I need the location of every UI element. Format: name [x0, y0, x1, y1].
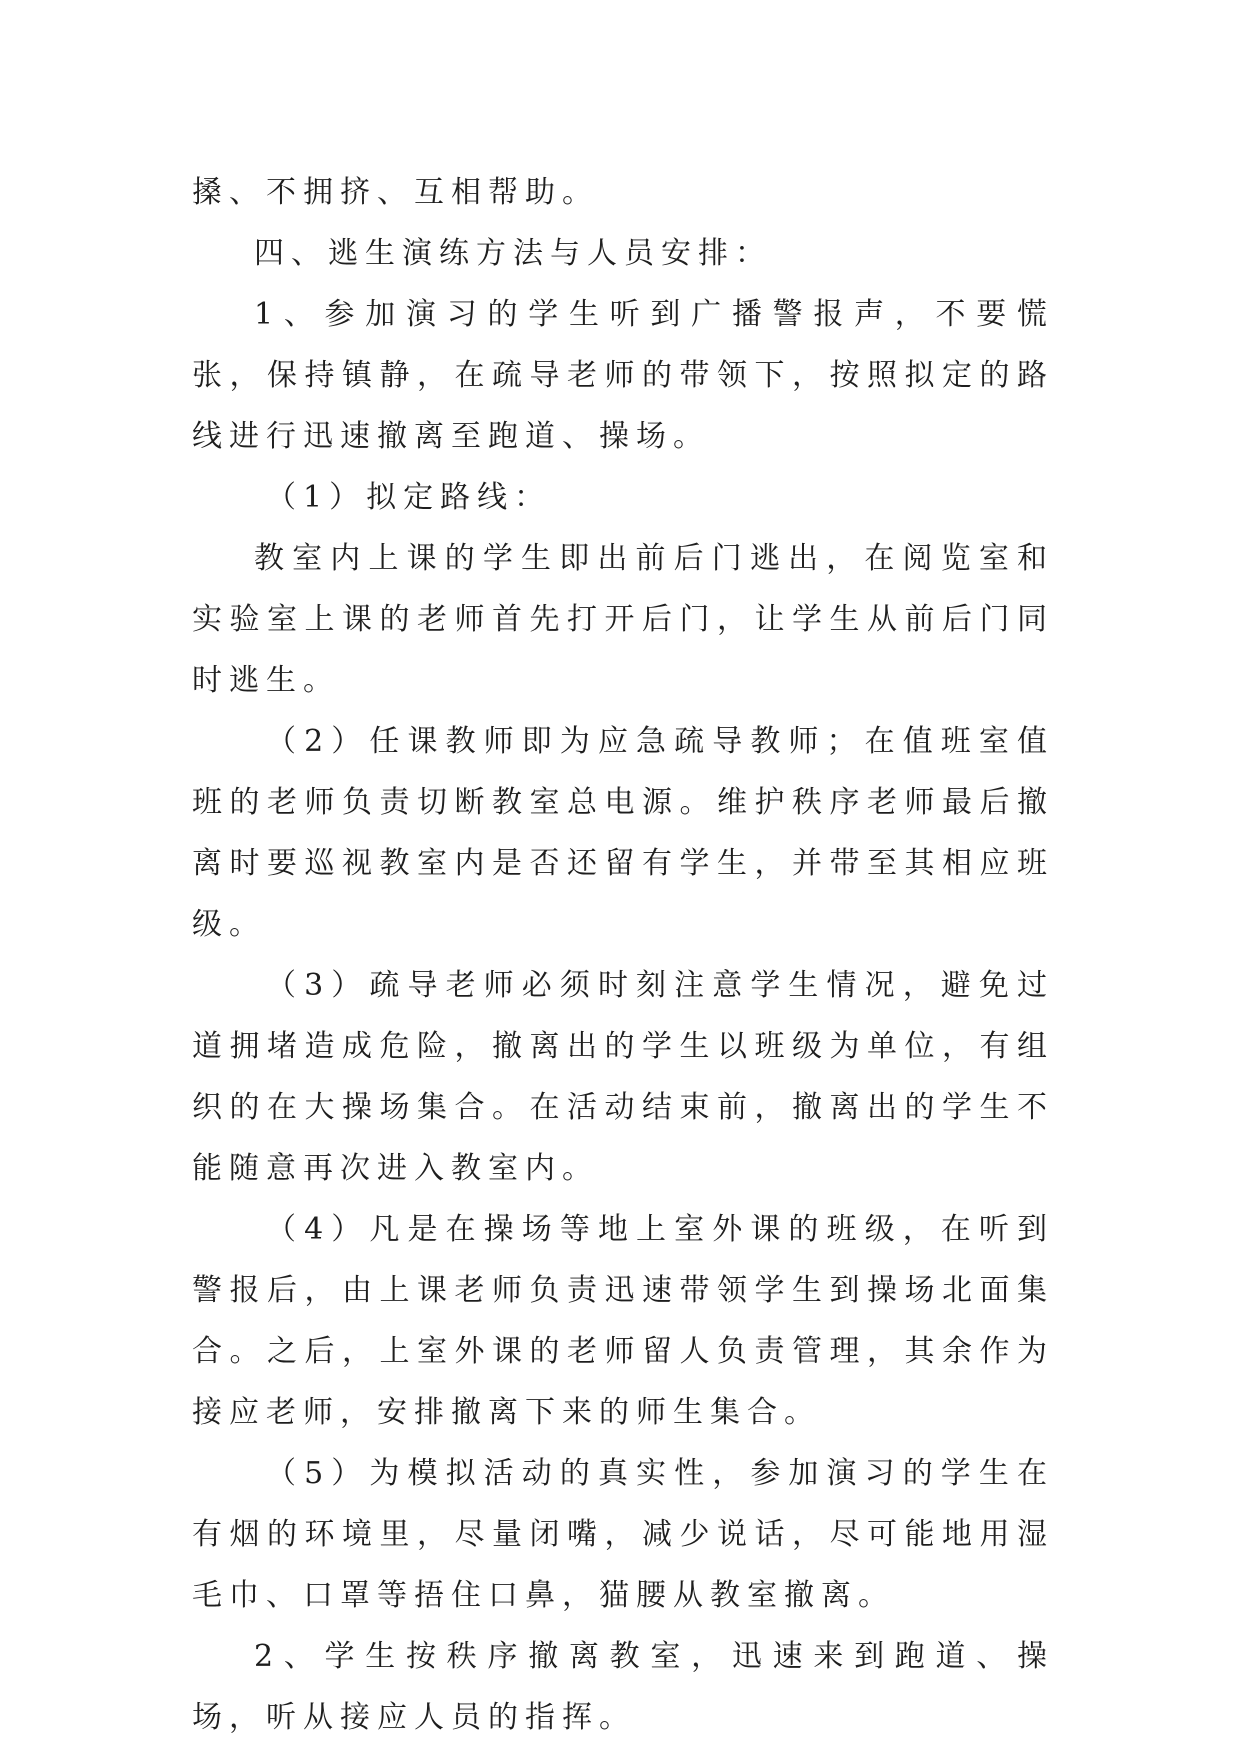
paragraph-continuation: 搡、不拥挤、互相帮助。: [192, 175, 599, 210]
paragraph-item-1: 1、参加演习的学生听到广播警报声，不要慌张，保持镇静，在疏导老师的带领下，按照拟定的路线进行迅速撤离至跑道、操场。: [192, 297, 1054, 454]
section-heading-four: 四、逃生演练方法与人员安排：: [254, 236, 772, 271]
paragraph-subitem-1-heading: （1）拟定路线：: [266, 480, 552, 515]
paragraph-route-description: 教室内上课的学生即出前后门逃出，在阅览室和实验室上课的老师首先打开后门，让学生从前后门同时逃生。: [192, 541, 1054, 698]
paragraph-subitem-3: （3）疏导老师必须时刻注意学生情况，避免过道拥堵造成危险，撤离出的学生以班级为单位，有组织的在大操场集合。在活动结束前，撤离出的学生不能随意再次进入教室内。: [192, 968, 1054, 1186]
paragraph-item-2: 2、学生按秩序撤离教室，迅速来到跑道、操场，听从接应人员的指挥。: [192, 1639, 1054, 1735]
paragraph-subitem-2: （2）任课教师即为应急疏导教师；在值班室值班的老师负责切断教室总电源。维护秩序老师最后撤离时要巡视教室内是否还留有学生，并带至其相应班级。: [192, 724, 1054, 942]
document-body: [192, 162, 1054, 1748]
paragraph-subitem-4: （4）凡是在操场等地上室外课的班级，在听到警报后，由上课老师负责迅速带领学生到操场北面集合。之后，上室外课的老师留人负责管理，其余作为接应老师，安排撤离下来的师生集合。: [192, 1212, 1054, 1430]
paragraph-subitem-5: （5）为模拟活动的真实性，参加演习的学生在有烟的环境里，尽量闭嘴，减少说话，尽可能地用湿毛巾、口罩等捂住口鼻，猫腰从教室撤离。: [192, 1456, 1054, 1613]
